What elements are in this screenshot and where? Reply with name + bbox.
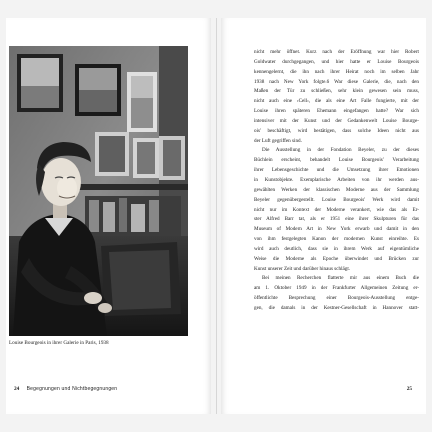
photograph [9,46,188,336]
left-footer [14,386,117,392]
left-page [6,18,211,414]
text-line: Die Ausstellung in der Fondation Beyeler, zu der dieses [262,147,419,154]
text-line: gewählten Werken der klassischen Moderne aus der Sammlung [254,186,419,193]
text-line: Maßen der Tür zu schließen, sehr klein gewesen sein muss, [254,88,419,95]
text-line: Museum of Modern Art in New York erwarb und damit in den [254,226,419,233]
text-line: kennengelernt, die ihn nach ihrer Heirat noch im selben Jahr [254,68,419,75]
text-line: ster Alfred Barr tat, als er 1951 eine ihrer Skulpturen für das [254,216,419,223]
text-line: wird auch deutlich, dass sie in ihrem Werk auf eigentümliche [254,245,419,252]
book-gutter [216,18,217,414]
text-line: intensiver mit der Kunst und der Gedankenwelt Louise Bourge- [254,117,419,124]
text-line: Goldwater durchgegangen, und hier hatte er Louise Bourgeois [254,58,419,65]
text-line: öffentlichte Besprechung einer Bourgeois-Ausstellung entge- [254,295,419,302]
text-line: der Luft gegriffen sind. [254,137,302,144]
text-line: Weise die Moderne als Epoche überwindet und Brücken zur [254,255,419,262]
text-line: Bei meinen Recherchen flatterte mir aus einem Buch die [262,275,419,282]
text-line: ihrer Lebensgeschichte und die Umsetzung ihrer Emotionen [254,167,419,174]
text-line: Büchlein erscheint, behandelt Louise Bourgeois' Verarbeitung [254,157,419,164]
running-head: Begegnungen und Nichtbegegnungen [26,386,118,392]
text-line: am 1. Oktober 1949 in der Frankfurter Allgemeinen Zeitung er- [254,285,419,292]
text-line: nicht auch eine ›Cell‹, die als eine Art Falle fungierte, mit der [254,98,419,105]
text-line: Louise ihren späteren Ehemann eingefangen hatte? War sich [254,108,419,115]
text-line: von ihm festgelegten Kanon der modernen Kunst einreihte. Es [254,236,419,243]
right-page [221,18,426,414]
text-line: nicht nur im Kontext der Moderne verankert, wie das als Er- [254,206,419,213]
left-page-number: 24 [14,386,20,392]
photo-illustration [9,46,188,336]
text-line: Kunst unserer Zeit und darüber hinaus schlägt. [254,265,351,272]
text-line: gen, die damals in der Kestner-Gesellschaft in Hannover statt- [254,304,419,311]
text-line: 1938 nach New York folgte.6 War diese Galerie, die, nach den [254,78,419,85]
right-page-number: 25 [406,386,412,392]
text-line: ois' beschäftigt, wird bestätigen, dass solche Ideen nicht aus [254,127,419,134]
body-text [254,48,419,314]
photo-caption: Louise Bourgeois in ihrer Galerie in Paris, 1938 [9,340,109,346]
text-line: Beyeler gegenübergestellt. Louise Bourgeois' Werk wird damit [254,196,419,203]
text-line: nicht mehr öffnet. Kurz nach der Eröffnung war hier Robert [254,49,419,55]
text-line: in Kunstobjekte. Exemplarische Arbeiten von ihr werden aus- [254,176,419,183]
